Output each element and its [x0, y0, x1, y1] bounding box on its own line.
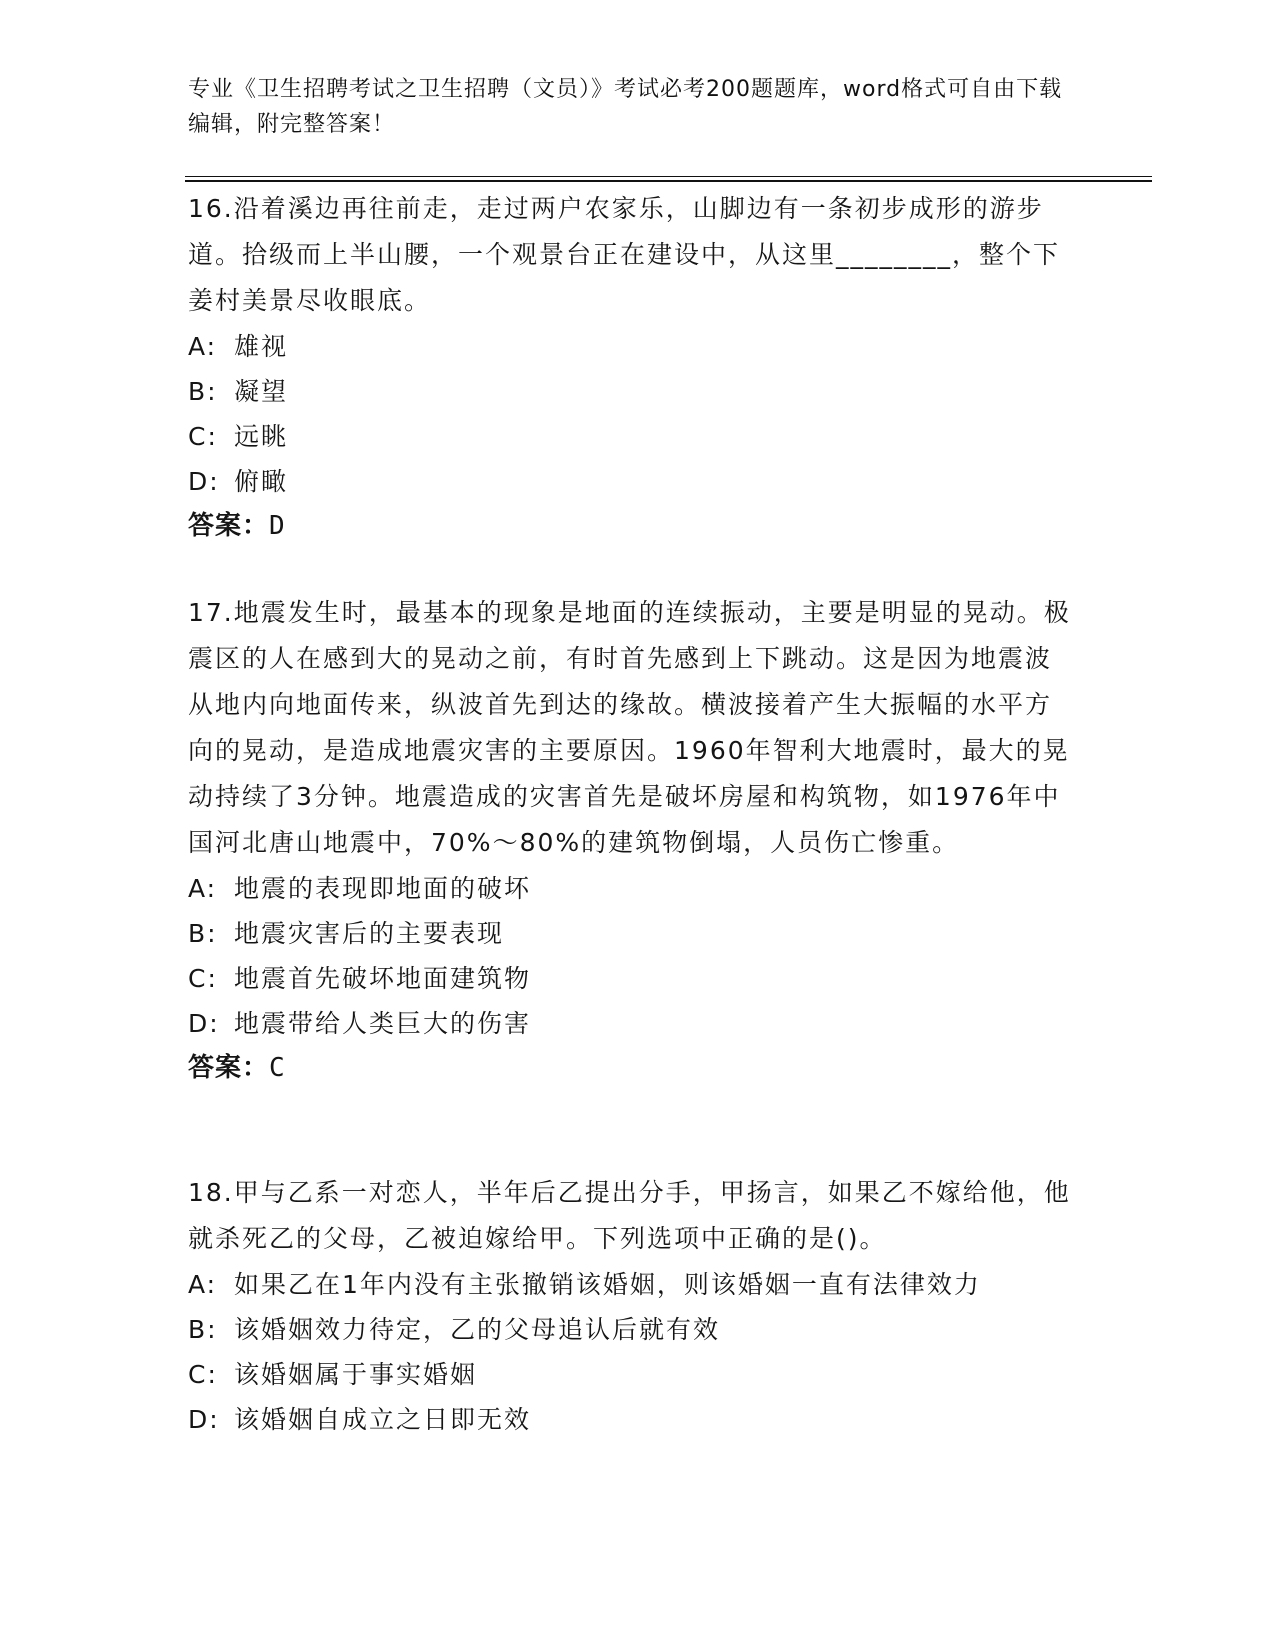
- option-d: D: 该婚姻自成立之日即无效: [188, 1405, 532, 1434]
- option-b: B: 凝望: [188, 377, 289, 406]
- option-b: B: 地震灾害后的主要表现: [188, 919, 505, 948]
- header-divider-thick: [185, 180, 1152, 182]
- header-divider-thin: [185, 176, 1152, 177]
- question-stem: 17.地震发生时，最基本的现象是地面的连续振动，主要是明显的晃动。极震区的人在感到大的晃动之前，有时首先感到上下跳动。这是因为地震波从地内向地面传来，纵波首先到达的缘故。横波接着产生大振幅的水平方向的晃动，是造成地震灾害的主要原因。1960年智利大地震时，最大的晃动持续了3分钟。地震造成的灾害首先是破坏房屋和构筑物，如1976年中国河北唐山地震中，70%～80%的建筑物倒塌，人员伤亡惨重。: [188, 598, 1071, 857]
- document-header: 专业《卫生招聘考试之卫生招聘（文员）》考试必考200题题库，word格式可自由下载编辑，附完整答案！: [188, 77, 1063, 137]
- option-d: D: 地震带给人类巨大的伤害: [188, 1009, 532, 1038]
- question-stem: 16.沿着溪边再往前走，走过两户农家乐，山脚边有一条初步成形的游步道。拾级而上半山腰，一个观景台正在建设中，从这里________，整个下姜村美景尽收眼底。: [188, 194, 1061, 315]
- answer-line: 答案：C: [188, 1053, 286, 1083]
- option-a: A: 地震的表现即地面的破坏: [188, 874, 532, 903]
- answer-line: 答案：D: [188, 511, 286, 541]
- question-16: [188, 186, 1078, 549]
- question-stem: 18.甲与乙系一对恋人，半年后乙提出分手，甲扬言，如果乙不嫁给他，他就杀死乙的父母，乙被迫嫁给甲。下列选项中正确的是()。: [188, 1178, 1071, 1253]
- option-d: D: 俯瞰: [188, 467, 289, 496]
- answer-value: D: [269, 511, 286, 541]
- answer-value: C: [269, 1053, 286, 1083]
- option-c: C: 该婚姻属于事实婚姻: [188, 1360, 478, 1389]
- option-a: A: 雄视: [188, 332, 289, 361]
- question-18: [188, 1170, 1078, 1442]
- option-c: C: 地震首先破坏地面建筑物: [188, 964, 532, 993]
- question-17: [188, 590, 1078, 1091]
- option-b: B: 该婚姻效力待定，乙的父母追认后就有效: [188, 1315, 721, 1344]
- option-a: A: 如果乙在1年内没有主张撤销该婚姻，则该婚姻一直有法律效力: [188, 1270, 981, 1299]
- option-c: C: 远眺: [188, 422, 289, 451]
